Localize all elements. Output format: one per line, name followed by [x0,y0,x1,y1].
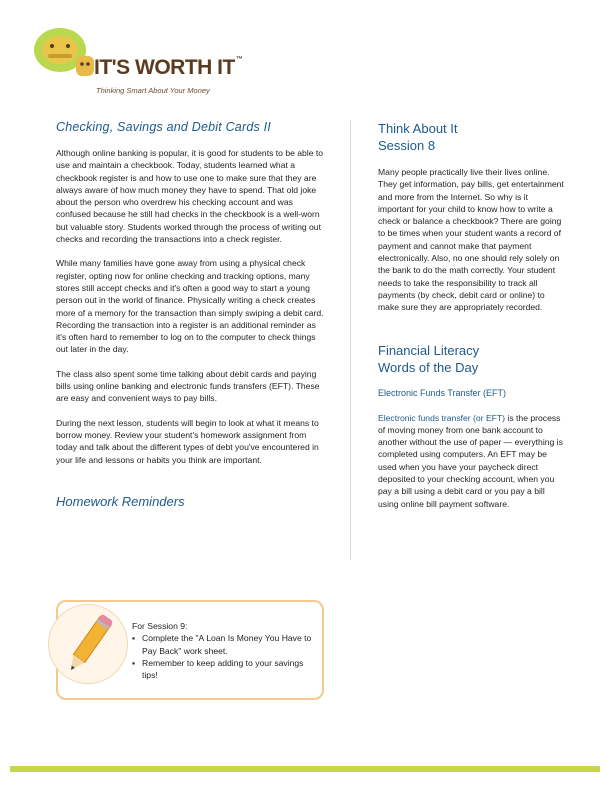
homework-box-content [132,620,312,681]
paragraph-1: Although online banking is popular, it is good for students to be able to use and maintain a checkbook. Today, students learned what a checkbook register is and how to use one to make sure that they are always aware of how much money they have to spend. That old joke about the person who overdrew his checking account and was confused because he still had checks in the checkbook is a well-worn but valuable story. Students worked through the process of writing out checks and recording the transactions into a check register. [56,148,324,245]
bottom-accent-bar [10,766,600,772]
paragraph-4: During the next lesson, students will begin to look at what it means to borrow money. Review your student's homework assignment from today and talk about the different types of debt you've encountered in your life and lessons or habits you think are important. [56,417,319,465]
piggy-small-icon [74,52,96,80]
homework-item: ▪ Remember to keep adding to your savings tips! [132,657,312,682]
brand-text: IT'S WORTH IT [94,56,235,79]
column-divider [350,120,351,560]
fl-title-line2: Words of the Day [378,359,479,375]
definition-rest: is the process of moving money from one bank account to another without the use of paper — everything is completed using computers. An EFT may be used when you have your paycheck direct deposited to your checking account, when you pay a bill using a debit card or you pay a bill using online bill payment software. [378,412,563,509]
tagline: Thinking Smart About Your Money [96,86,210,95]
think-title-line1: Think About It [378,121,458,136]
think-title-line2: Session 8 [378,138,436,153]
pencil-icon [49,605,127,683]
right-column [378,120,564,522]
definition-lead: Electronic funds transfer (or EFT) [378,412,506,423]
paragraph-3: The class also spent some time talking about debit cards and paying bills using online banking and electronic funds transfers (EFT). These are easy and convenient ways to pay bills. [56,368,320,404]
left-column [56,120,324,509]
homework-item: ▪ Complete the "A Loan Is Money You Have to Pay Back" work sheet. [132,632,312,657]
financial-literacy-title [378,342,564,376]
think-about-it-title [378,120,564,154]
homework-list [132,632,312,681]
paragraph-2: While many families have gone away from using a physical check register, opting now for online checking and tracking options, many stores still accept checks and it's often a good way to start a young person out in the world of finance. Physically writing a check creates more of a memory for the transaction than simply swiping a debit card. Recording the transaction into a register is an additional reminder as it's often hard to remember to log on to the computer to check things out later in the day. [56,258,324,355]
homework-title: Homework Reminders [56,493,185,509]
trademark: ™ [235,56,243,63]
word-of-day-definition [378,412,564,510]
brand-name [94,56,242,80]
fl-title-line1: Financial Literacy [378,342,480,358]
homework-intro: For Session 9: [132,621,188,631]
word-of-day-term: Electronic Funds Transfer (EFT) [378,387,507,398]
think-body: Many people practically live their lives online. They get information, pay bills, get entertainment and more from the Internet. So why is it important for your child to know how to write a check or balance a checkbook? There are going to be times when your student wants a record of payment and cannot make that payment electronically. Also, no one should rely solely on the bank to do the math correctly. Your student needs to take the responsibility to track all payments (by check, debit card or online) to make sure they are appropriately recorded. [378,167,564,313]
pencil-badge [48,604,128,684]
section-title: Checking, Savings and Debit Cards II [56,120,271,134]
